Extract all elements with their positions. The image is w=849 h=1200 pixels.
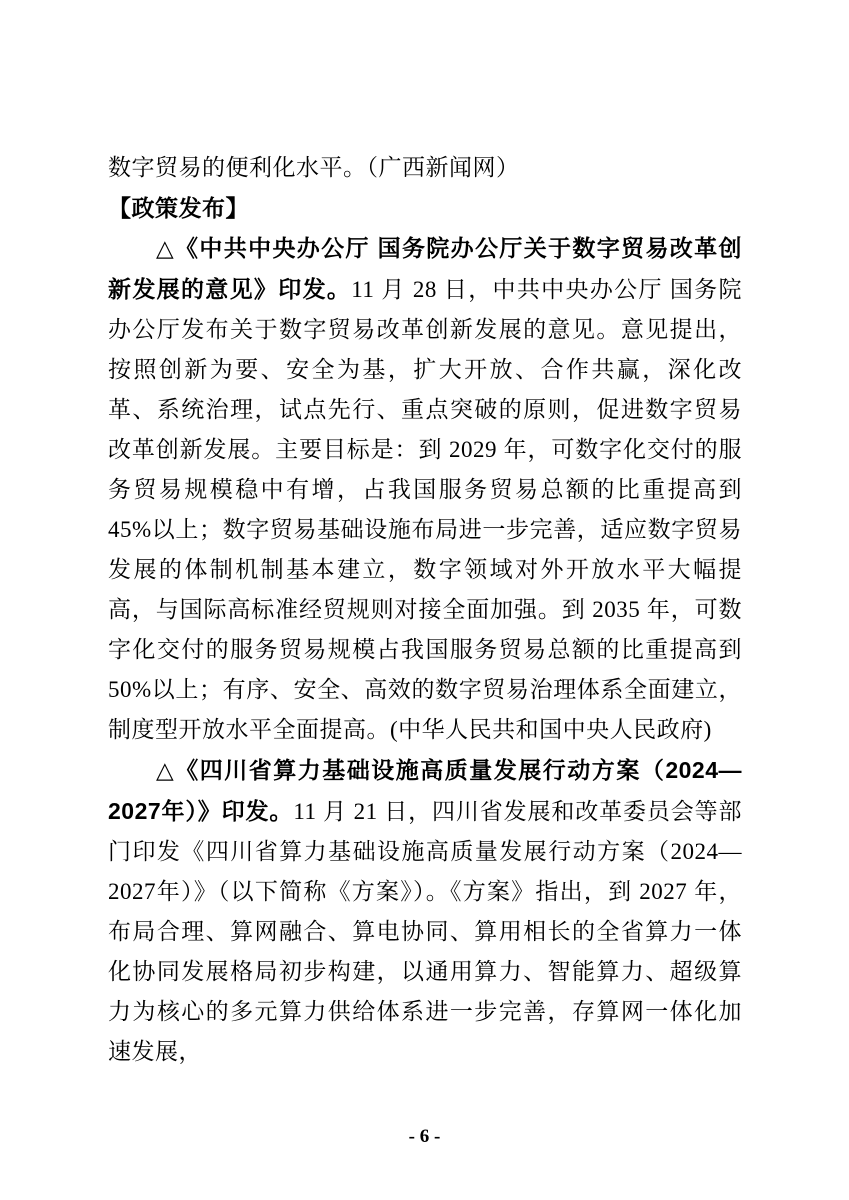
paragraph-policy-item-1 xyxy=(108,228,742,750)
section-heading-policy-release: 【政策发布】 xyxy=(108,195,249,221)
paragraph-body-text: 11 月 28 日，中共中央办公厅 国务院办公厅发布关于数字贸易改革创新发展的意见。意见提出，按照创新为要、安全为基，扩大开放、合作共赢，深化改革、系统治理，试点先行、重点突破的原则，促进数字贸易改革创新发展。主要目标是：到 2029 年，可数字化交付的服务贸易规模稳中有增，占我国服务贸易总额的比重提高到 45%以上；数字贸易基础设施布局进一步完善，适应数字贸易发展的体制机制基本建立，数字领域对外开放水平大幅提高，与国际高标准经贸规则对接全面加强。到 2035 年，可数字化交付的服务贸易规模占我国服务贸易总额的比重提高到 50%以上；有序、安全、高效的数字贸易治理体系全面建立，制度型开放水平全面提高。(中华人民共和国中央人民政府) xyxy=(108,277,742,742)
paragraph-lead-bold: △《四川省算力基础设施高质量发展行动方案（2024—2027年）》印发。 xyxy=(108,757,742,824)
paragraph-policy-item-2 xyxy=(108,750,742,1072)
paragraph-lead-bold: △《中共中央办公厅 国务院办公厅关于数字贸易改革创新发展的意见》印发。 xyxy=(108,235,742,302)
paragraph-body-text: 11 月 21 日，四川省发展和改革委员会等部门印发《四川省算力基础设施高质量发展行动方案（2024—2027年）》（以下简称《方案》）。《方案》指出，到 2027 年，布局合理、算网融合、算电协同、算用相长的全省算力一体化协同发展格局初步构建，以通用算力、智能算力、超级算力为核心的多元算力供给体系进一步完善，存算网一体化加速发展， xyxy=(108,799,742,1064)
paragraph-continuation: 数字贸易的便利化水平。（广西新闻网） xyxy=(108,155,520,180)
page-number: - 6 - xyxy=(408,1126,441,1147)
document-body xyxy=(108,148,742,1072)
